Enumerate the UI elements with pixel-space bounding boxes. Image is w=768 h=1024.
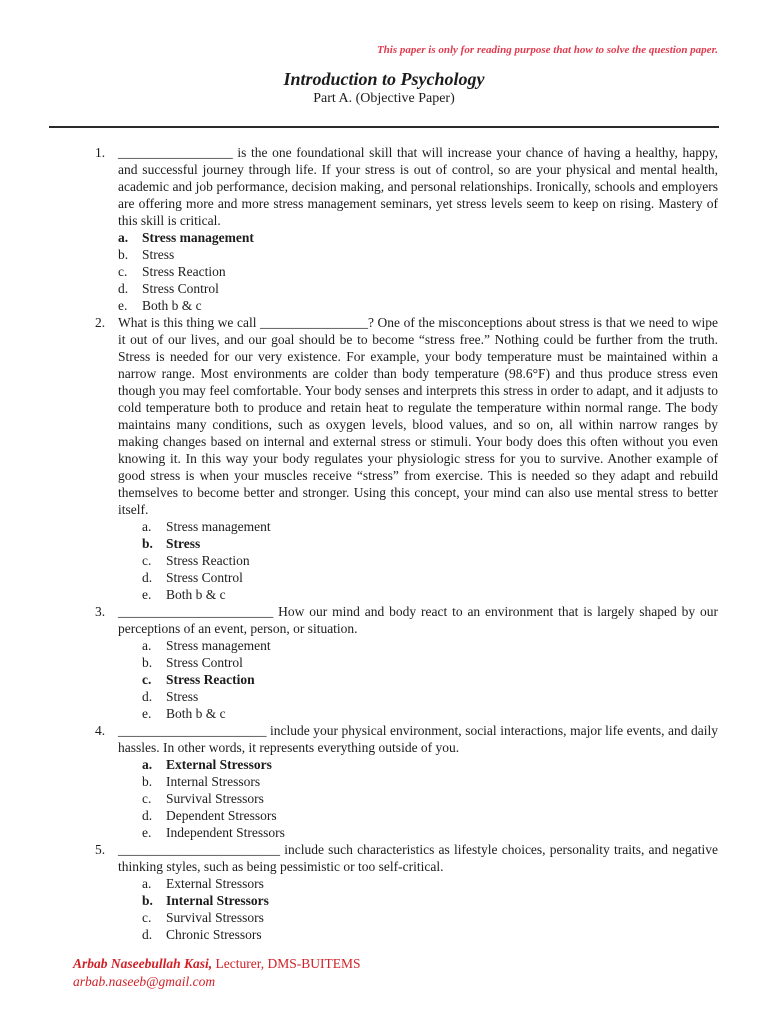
option-text: Chronic Stressors	[166, 927, 262, 942]
reading-purpose-note: This paper is only for reading purpose that how to solve the question paper.	[376, 44, 718, 56]
option-letter: e.	[142, 587, 152, 602]
answer-option	[118, 229, 718, 246]
question-text: ________________________ include such characteristics as lifestyle choices, personality traits, and negative thinking styles, such as being pessimistic or too self-critical.	[118, 842, 718, 874]
option-letter: d.	[142, 570, 153, 585]
option-text: Survival Stressors	[166, 910, 264, 925]
option-letter: d.	[118, 281, 129, 296]
questions-list	[95, 144, 718, 943]
page-title: Introduction to Psychology	[283, 69, 485, 89]
option-letter: e.	[118, 298, 128, 313]
question-block	[95, 841, 718, 943]
option-text: Stress	[166, 689, 199, 704]
option-text: Stress Reaction	[142, 264, 226, 279]
answer-option	[142, 790, 718, 807]
option-text: Stress	[142, 247, 175, 262]
question-block	[95, 144, 718, 314]
author-name: Arbab Naseebullah Kasi,	[73, 956, 213, 971]
option-letter: d.	[142, 689, 153, 704]
answer-option	[142, 552, 718, 569]
answer-option	[142, 875, 718, 892]
question-number: 3.	[95, 604, 106, 619]
options-list	[142, 637, 718, 722]
answer-option	[142, 909, 718, 926]
answer-option	[142, 637, 718, 654]
option-text: Stress management	[166, 519, 271, 534]
option-letter: b.	[142, 655, 153, 670]
option-text: Stress Control	[166, 570, 243, 585]
option-text: External Stressors	[166, 757, 272, 772]
options-list	[118, 229, 718, 314]
option-text: Dependent Stressors	[166, 808, 277, 823]
answer-option	[142, 892, 718, 909]
option-letter: b.	[142, 893, 153, 908]
answer-option	[142, 586, 718, 603]
option-text: Internal Stressors	[166, 893, 269, 908]
question-number: 1.	[95, 145, 106, 160]
footer-author-line	[73, 955, 360, 973]
question-block	[95, 314, 718, 603]
question-block	[95, 722, 718, 841]
question-number: 5.	[95, 842, 106, 857]
option-letter: c.	[142, 791, 152, 806]
header-divider	[49, 126, 719, 128]
option-text: Stress management	[166, 638, 271, 653]
answer-option	[118, 280, 718, 297]
answer-option	[142, 807, 718, 824]
answer-option	[142, 705, 718, 722]
option-letter: b.	[118, 247, 129, 262]
option-text: Stress management	[142, 230, 254, 245]
option-letter: e.	[142, 825, 152, 840]
option-letter: e.	[142, 706, 152, 721]
answer-option	[142, 688, 718, 705]
question-number: 2.	[95, 315, 106, 330]
options-list	[142, 756, 718, 841]
answer-option	[142, 926, 718, 943]
option-letter: c.	[142, 672, 152, 687]
option-text: Stress Reaction	[166, 553, 250, 568]
option-text: Stress Control	[142, 281, 219, 296]
answer-option	[142, 535, 718, 552]
answer-option	[142, 569, 718, 586]
option-text: Independent Stressors	[166, 825, 285, 840]
option-text: Both b & c	[142, 298, 202, 313]
option-letter: a.	[142, 757, 153, 772]
question-text: _______________________ How our mind and body react to an environment that is largely shaped by our perceptions of an event, person, or situation.	[118, 604, 718, 636]
answer-option	[142, 773, 718, 790]
option-letter: d.	[142, 927, 153, 942]
option-text: Internal Stressors	[166, 774, 261, 789]
answer-option	[118, 263, 718, 280]
option-letter: a.	[142, 638, 152, 653]
option-text: Stress	[166, 536, 201, 551]
answer-option	[142, 756, 718, 773]
answer-option	[142, 654, 718, 671]
option-text: External Stressors	[166, 876, 264, 891]
option-letter: a.	[142, 876, 152, 891]
question-text: What is this thing we call ________________? One of the misconceptions about stress is that we need to wipe it out of our lives, and our goal should be to become “stress free.” Nothing could be further from the truth. Stress is needed for our very existence. For example, your body temperature must be maintained within a narrow range. Most environments are colder than body temperature (98.6°F) and thus produce stress even though you may feel comfortable. Your body senses and interprets this stress in order to adapt, and it adjusts to cold temperature both to produce and retain heat to regulate the temperature within normal range. The body maintains many conditions, such as oxygen levels, blood values, and so on, all within narrow ranges by making changes based on internal and external stress or stimuli. Your body does this often without you even knowing it. In this way your body regulates your physiologic stress for you to survive. Another example of good stress is when your muscles receive “stress” from exercise. This is needed so they adapt and rebuild themselves to become better and stronger. Using this concept, your mind can also use mental stress to better itself.	[118, 315, 718, 517]
option-letter: b.	[142, 774, 153, 789]
option-letter: a.	[118, 230, 129, 245]
answer-option	[142, 824, 718, 841]
option-text: Stress Control	[166, 655, 243, 670]
options-list	[142, 875, 718, 943]
page-subtitle: Part A. (Objective Paper)	[313, 91, 455, 106]
question-block	[95, 603, 718, 722]
answer-option	[142, 671, 718, 688]
option-letter: d.	[142, 808, 153, 823]
option-text: Stress Reaction	[166, 672, 255, 687]
option-text: Both b & c	[166, 706, 226, 721]
question-text: ______________________ include your physical environment, social interactions, major life events, and daily hassles. In other words, it represents everything outside of you.	[118, 723, 718, 755]
author-role: Lecturer, DMS-BUITEMS	[212, 956, 361, 971]
option-text: Survival Stressors	[166, 791, 264, 806]
answer-option	[142, 518, 718, 535]
footer	[73, 955, 360, 991]
option-text: Both b & c	[166, 587, 226, 602]
answer-option	[118, 297, 718, 314]
question-number: 4.	[95, 723, 106, 738]
option-letter: a.	[142, 519, 152, 534]
option-letter: c.	[118, 264, 128, 279]
author-email: arbab.naseeb@gmail.com	[73, 974, 216, 989]
option-letter: c.	[142, 910, 152, 925]
answer-option	[118, 246, 718, 263]
options-list	[142, 518, 718, 603]
option-letter: b.	[142, 536, 153, 551]
question-text: _________________ is the one foundational skill that will increase your chance of having a healthy, happy, and successful journey through life. If your stress is out of control, so are your physical and mental health, academic and job performance, decision making, and personal relationships. Ironically, schools and employers are offering more and more stress management seminars, yet stress levels seem to keep on rising. Mastery of this skill is critical.	[118, 145, 718, 228]
option-letter: c.	[142, 553, 152, 568]
